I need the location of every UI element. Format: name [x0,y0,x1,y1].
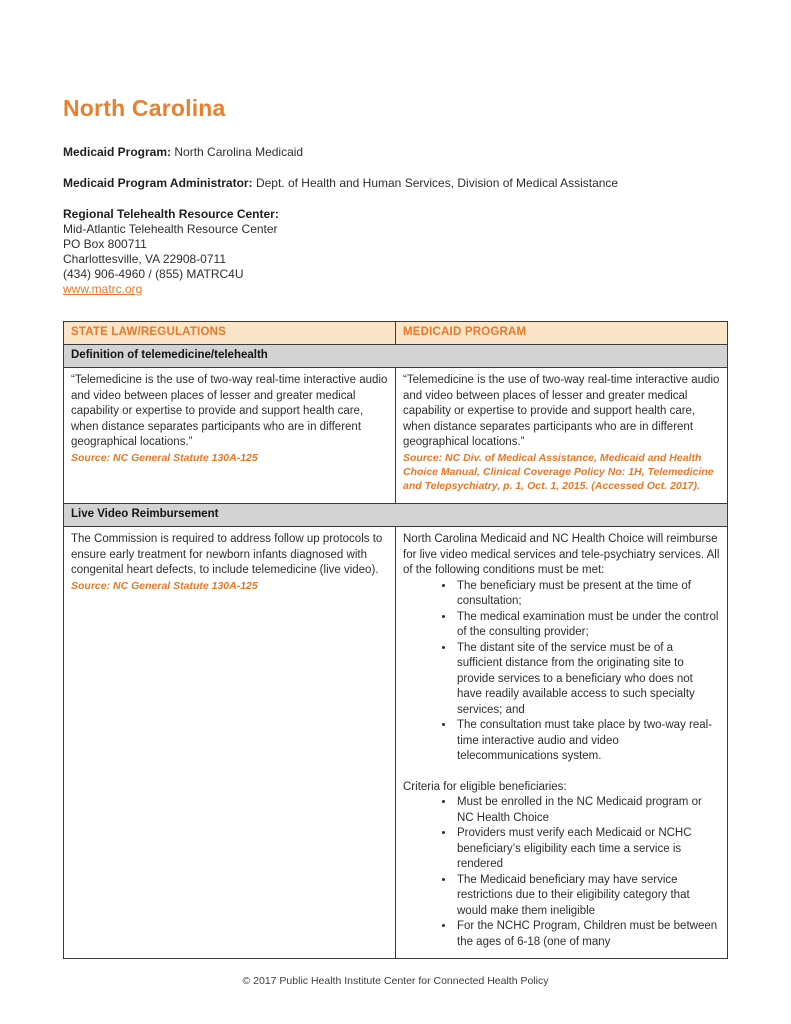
program-administrator-value: Dept. of Health and Human Services, Division of Medical Assistance [255,176,619,190]
criteria-item: • Providers must verify each Medicaid or NCHC beneficiary’s eligibility each time a service is rendered [455,826,720,873]
live-video-intro: North Carolina Medicaid and NC Health Choice will reimburse for live video medical services and tele-psychiatry services. All of the following conditions must be met: [403,533,720,576]
medicaid-program-line [63,145,728,160]
state-law-column-header: STATE LAW/REGULATIONS [64,322,396,345]
resource-center-pobox: PO Box 800711 [63,237,147,251]
criteria-list [403,795,720,950]
condition-item: • The consultation must take place by two-way real-time interactive audio and video telecommunications system. [455,718,720,765]
live-video-content-row [64,527,728,959]
condition-item: • The medical examination must be under the control of the consulting provider; [455,610,720,641]
live-video-state-law-source: Source: NC General Statute 130A-125 [71,579,258,592]
live-video-section-row [64,504,728,527]
condition-item: • The beneficiary must be present at the time of consultation; [455,579,720,610]
spacer [403,765,720,780]
definition-state-law-quote: “Telemedicine is the use of two-way real-time interactive audio and video between places of lesser and greater medical capability or expertise to provide and support health care, when distance separates participants who are in different geographical locations.” [71,374,388,448]
resource-center-city: Charlottesville, VA 22908-0711 [63,252,226,266]
definition-section-title: Definition of telemedicine/telehealth [64,345,728,368]
definition-state-law-source: Source: NC General Statute 130A-125 [71,451,258,464]
definition-medicaid-cell [396,368,728,504]
live-video-medicaid-cell [396,527,728,959]
program-administrator-label: Medicaid Program Administrator: [63,176,253,190]
criteria-intro: Criteria for eligible beneficiaries: [403,780,567,793]
medicaid-program-value: North Carolina Medicaid [174,145,304,159]
condition-item: • The distant site of the service must be of a sufficient distance from the originating site to provide services to a beneficiary who does not have readily available access to such specialty services; and [455,641,720,719]
criteria-item: • The Medicaid beneficiary may have service restrictions due to their eligibility category that would make them ineligible [455,873,720,920]
live-video-section-title: Live Video Reimbursement [64,504,728,527]
live-video-conditions-list [403,579,720,765]
resource-center-name: Mid-Atlantic Telehealth Resource Center [63,222,278,236]
definition-medicaid-quote: “Telemedicine is the use of two-way real-time interactive audio and video between places of lesser and greater medical capability or expertise to provide and support health care, when distance separates participants who are in different geographical locations.” [403,374,720,448]
definition-state-law-cell [64,368,396,504]
definition-content-row [64,368,728,504]
matrc-website-link[interactable]: www.matrc.org [63,282,143,296]
medicaid-program-column-header: MEDICAID PROGRAM [396,322,728,345]
criteria-item: • For the NCHC Program, Children must be between the ages of 6-18 (one of many [455,919,720,950]
resource-center-label: Regional Telehealth Resource Center: [63,207,279,221]
definition-medicaid-source: Source: NC Div. of Medical Assistance, Medicaid and Health Choice Manual, Clinical Coverage Policy No: 1H, Telemedicine and Telepsychiatry, p. 1, Oct. 1, 2015. (Accessed Oct. 2017). [403,451,714,492]
medicaid-program-label: Medicaid Program: [63,145,172,159]
table-header-row [64,322,728,345]
page-footer: © 2017 Public Health Institute Center for Connected Health Policy [242,975,549,987]
criteria-item: • Must be enrolled in the NC Medicaid program or NC Health Choice [455,795,720,826]
resource-center-block [63,207,728,297]
page-title: North Carolina [63,95,226,121]
resource-center-phone: (434) 906-4960 / (855) MATRC4U [63,267,244,281]
definition-section-row [64,345,728,368]
live-video-state-law-cell [64,527,396,959]
live-video-state-law-text: The Commission is required to address follow up protocols to ensure early treatment for newborn infants diagnosed with congenital heart defects, to include telemedicine (live video). [71,533,383,576]
policy-table [63,321,728,959]
program-administrator-line [63,176,728,191]
